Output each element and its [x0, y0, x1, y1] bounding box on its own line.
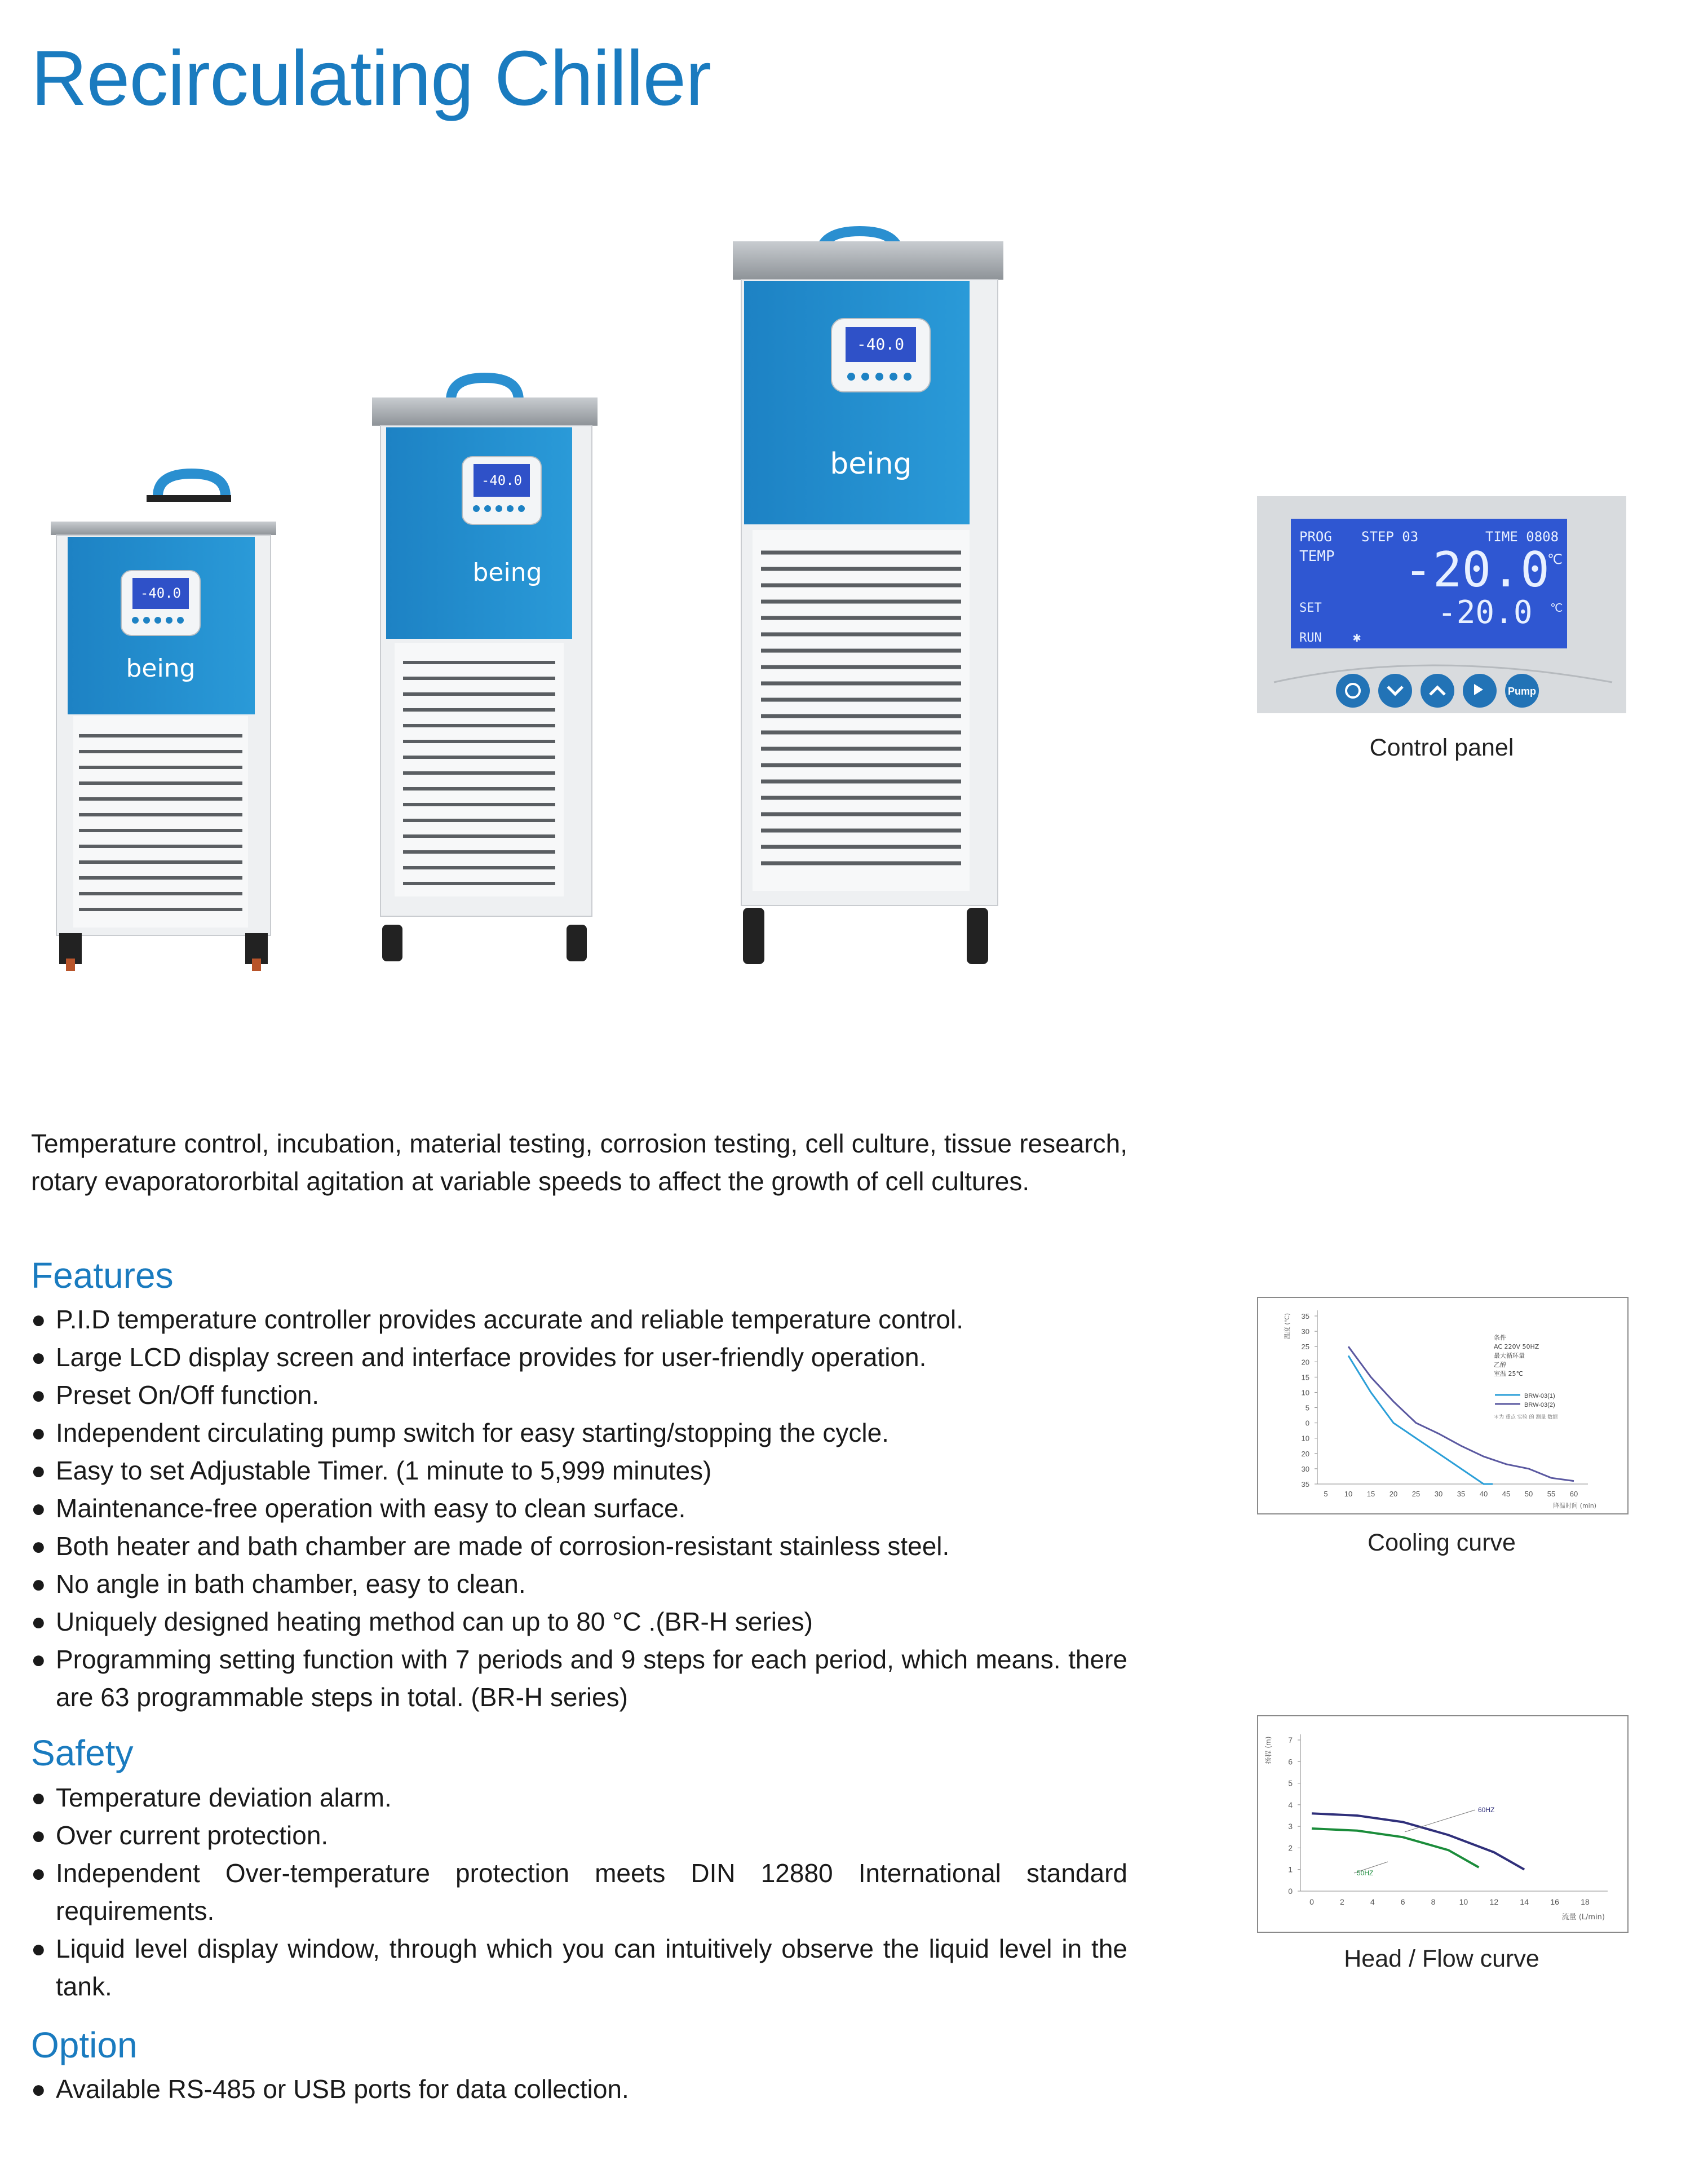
x-tick-label: 8	[1431, 1897, 1436, 1906]
legend-condition: 条件	[1494, 1334, 1506, 1341]
temp-value: -20.0	[1404, 542, 1550, 598]
list-item: ● P.I.D temperature controller provides accurate and reliable temperature control.	[31, 1305, 963, 1334]
list-item: ● Programming setting function with 7 periods and 9 steps for each period, which means. there are 63 programmable steps in total. (BR-H series)	[31, 1645, 1127, 1712]
x-tick-label: 15	[1366, 1490, 1375, 1498]
svg-text:TEMP: TEMP	[1299, 548, 1335, 565]
x-tick-label: 4	[1370, 1897, 1375, 1906]
chevron-up-icon[interactable]	[1421, 674, 1454, 708]
x-tick-label: 50	[1524, 1490, 1533, 1498]
y-tick-label: 3	[1288, 1822, 1293, 1831]
option-list	[31, 2070, 1127, 2108]
svg-text:-40.0: -40.0	[856, 335, 905, 354]
features-heading: Features	[31, 1255, 174, 1296]
list-item: ● Uniquely designed heating method can up to 80 °C .(BR-H series)	[31, 1607, 813, 1636]
svg-text:SET: SET	[1299, 601, 1322, 615]
x-tick-label: 10	[1344, 1490, 1353, 1498]
y-tick-label: 7	[1288, 1735, 1293, 1745]
safety-list	[31, 1779, 1127, 2006]
chiller-small	[51, 474, 276, 971]
legend-note: ＊为 重点 实验 的 测量 数据	[1494, 1415, 1558, 1420]
y-tick-label: 35	[1301, 1312, 1309, 1321]
label-leader	[1405, 1810, 1475, 1832]
brand-logo: being	[472, 558, 542, 587]
x-axis-label: 流量 (L/min)	[1561, 1913, 1605, 1922]
y-tick-label: 5	[1305, 1403, 1309, 1412]
x-tick-label: 2	[1339, 1897, 1344, 1906]
y-tick-label: 20	[1301, 1449, 1309, 1458]
y-tick-label: 0	[1305, 1419, 1309, 1428]
list-item: ● Maintenance-free operation with easy to clean surface.	[31, 1494, 686, 1523]
cooling-curve-graph	[1257, 1297, 1629, 1514]
y-tick-label: 25	[1301, 1342, 1309, 1352]
series-label: 60HZ	[1478, 1806, 1495, 1814]
svg-text:℃: ℃	[1550, 601, 1563, 615]
y-tick-label: 5	[1288, 1778, 1293, 1788]
svg-text:Pump: Pump	[1507, 686, 1537, 697]
x-tick-label: 18	[1581, 1897, 1590, 1906]
list-item: ● Temperature deviation alarm.	[31, 1783, 392, 1812]
y-tick-label: 20	[1301, 1358, 1309, 1367]
svg-text:TIME 0808: TIME 0808	[1485, 529, 1559, 545]
y-axis-label: 扬程 (m)	[1264, 1736, 1272, 1764]
brand-logo: being	[830, 447, 912, 481]
product-illustration	[45, 226, 1094, 992]
y-axis-label: 温度 (℃)	[1284, 1313, 1291, 1340]
option-heading: Option	[31, 2025, 138, 2065]
legend-entry: BRW-03(2)	[1524, 1402, 1555, 1408]
x-tick-label: 10	[1459, 1897, 1468, 1906]
x-tick-label: 40	[1479, 1490, 1488, 1498]
chiller-large	[733, 231, 1003, 964]
x-tick-label: 55	[1547, 1490, 1556, 1498]
list-item: ● Available RS-485 or USB ports for data collection.	[31, 2074, 629, 2104]
cooling-curve-caption: Cooling curve	[1368, 1529, 1516, 1556]
x-tick-label: 12	[1489, 1897, 1499, 1906]
mini-display: -40.0	[140, 585, 182, 601]
page-title: Recirculating Chiller	[31, 35, 711, 122]
x-tick-label: 35	[1457, 1490, 1466, 1498]
list-item: ● Independent Over-temperature protection meets DIN 12880 International standard requirements.	[31, 1858, 1127, 1925]
handle	[158, 474, 225, 496]
svg-text:✱: ✱	[1353, 629, 1361, 645]
series-line	[1312, 1829, 1479, 1867]
list-item: ● Over current protection.	[31, 1821, 329, 1850]
handle	[451, 378, 519, 400]
legend-condition: 最大循环量	[1494, 1352, 1525, 1359]
control-panel-image	[1257, 496, 1626, 713]
safety-heading: Safety	[31, 1733, 134, 1773]
y-tick-label: 30	[1301, 1464, 1309, 1473]
legend-condition: 乙醇	[1494, 1361, 1506, 1368]
front-panel	[744, 281, 970, 524]
head-flow-graph	[1257, 1715, 1629, 1933]
y-tick-label: 0	[1288, 1887, 1293, 1896]
list-item: ● Both heater and bath chamber are made of corrosion-resistant stainless steel.	[31, 1531, 950, 1561]
legend-entry: BRW-03(1)	[1524, 1393, 1555, 1399]
x-tick-label: 45	[1502, 1490, 1511, 1498]
list-item: ● Large LCD display screen and interface provides for user-friendly operation.	[31, 1342, 927, 1372]
x-tick-label: 16	[1550, 1897, 1559, 1906]
list-item: ● Liquid level display window, through which you can intuitively observe the liquid level in the tank.	[31, 1934, 1127, 2001]
svg-text:RUN: RUN	[1299, 631, 1322, 645]
svg-text:PROG: PROG	[1299, 529, 1332, 545]
svg-text:℃: ℃	[1547, 551, 1563, 567]
gear-icon[interactable]	[1336, 674, 1370, 708]
x-tick-label: 6	[1400, 1897, 1405, 1906]
y-tick-label: 15	[1301, 1373, 1309, 1382]
list-item: ● No angle in bath chamber, easy to clean.	[31, 1569, 526, 1598]
head-flow-caption: Head / Flow curve	[1344, 1945, 1539, 1972]
x-tick-label: 20	[1389, 1490, 1398, 1498]
svg-text:STEP 03: STEP 03	[1361, 529, 1419, 545]
x-axis-label: 降温时间 (min)	[1553, 1502, 1596, 1509]
intro-paragraph: Temperature control, incubation, material testing, corrosion testing, cell culture, tissue research, rotary evaporatororbital agitation at variable speeds to affect the growth of cell cultures.	[31, 1129, 1127, 1196]
chevron-down-icon[interactable]	[1378, 674, 1412, 708]
y-tick-label: 4	[1288, 1800, 1293, 1809]
series-label: 50HZ	[1357, 1869, 1374, 1877]
chiller-medium	[372, 378, 598, 961]
x-tick-label: 0	[1309, 1897, 1314, 1906]
legend-condition: AC 220V 50HZ	[1494, 1343, 1539, 1350]
brand-logo: being	[126, 654, 196, 683]
y-tick-label: 10	[1301, 1388, 1309, 1397]
x-tick-label: 14	[1520, 1897, 1529, 1906]
x-tick-label: 5	[1324, 1490, 1328, 1498]
y-tick-label: 10	[1301, 1434, 1309, 1443]
series-line	[1348, 1346, 1574, 1481]
list-item: ● Easy to set Adjustable Timer. (1 minute to 5,999 minutes)	[31, 1456, 712, 1485]
control-panel-caption: Control panel	[1369, 734, 1514, 761]
x-tick-label: 25	[1411, 1490, 1421, 1498]
y-tick-label: 30	[1301, 1327, 1309, 1336]
x-tick-label: 30	[1434, 1490, 1443, 1498]
y-tick-label: 35	[1301, 1480, 1309, 1489]
y-tick-label: 1	[1288, 1865, 1293, 1874]
y-tick-label: 6	[1288, 1757, 1293, 1766]
set-value: -20.0	[1437, 594, 1533, 631]
features-list	[31, 1301, 1127, 1716]
list-item: ● Independent circulating pump switch for easy starting/stopping the cycle.	[31, 1418, 889, 1447]
legend-condition: 室温 25℃	[1494, 1370, 1523, 1377]
y-tick-label: 2	[1288, 1843, 1293, 1853]
list-item: ● Preset On/Off function.	[31, 1380, 320, 1410]
x-tick-label: 60	[1569, 1490, 1578, 1498]
svg-text:-40.0: -40.0	[481, 472, 523, 488]
